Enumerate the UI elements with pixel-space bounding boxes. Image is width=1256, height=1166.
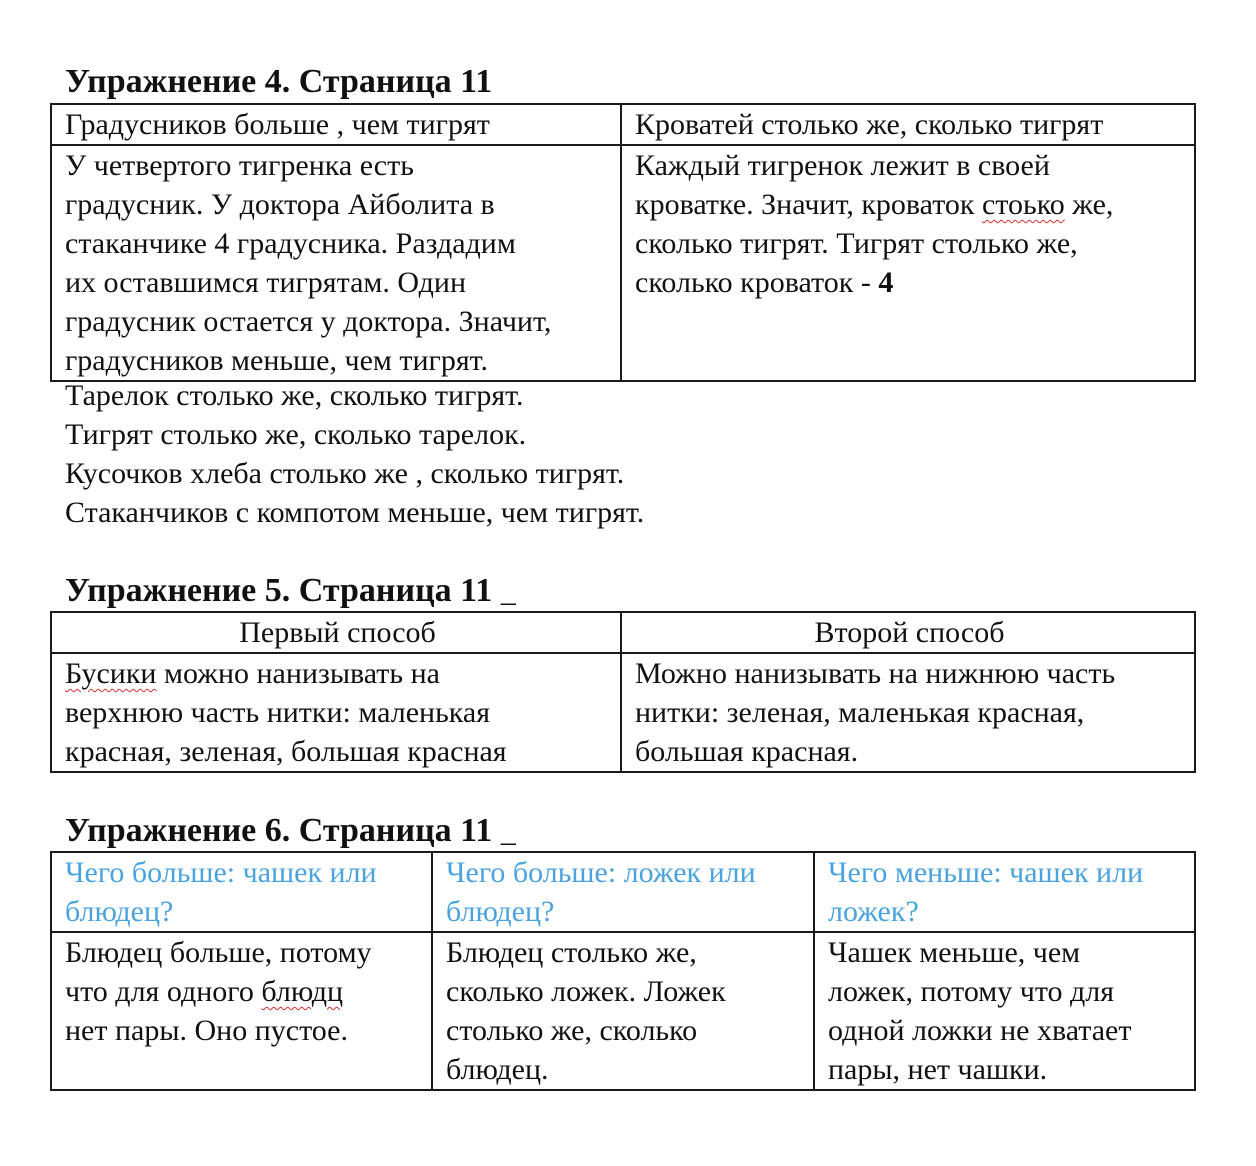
ex6-answer-1 — [51, 932, 432, 1090]
text-line: ложек, потому что для — [828, 975, 1115, 1008]
text-line: верхнюю часть нитки: маленькая — [65, 696, 490, 729]
ex6-question-2 — [432, 852, 814, 932]
exercise-4-heading — [65, 62, 492, 102]
heading-trailing-mark: _ — [500, 815, 516, 848]
text-line: градусник. У доктора Айболита в — [65, 188, 495, 221]
text-line: градусников меньше, чем тигрят. — [65, 344, 488, 377]
table-row — [51, 104, 1195, 145]
ex4-col2-header: Кроватей столько же, сколько тигрят — [621, 104, 1195, 145]
text-line: нитки: зеленая, маленькая красная, — [635, 696, 1085, 729]
text-line: ложек? — [828, 895, 919, 928]
text-fragment: кроватке. Значит, кроваток — [635, 188, 983, 221]
text-line — [635, 263, 1184, 302]
text-line: блюдец? — [65, 895, 174, 928]
ex6-question-3 — [814, 852, 1195, 932]
spellcheck-marked-word[interactable]: Бусики — [65, 657, 157, 690]
text-line: Тарелок столько же, сколько тигрят. — [65, 379, 524, 412]
ex5-col2-body — [621, 653, 1195, 772]
text-line: Чего меньше: чашек или — [828, 856, 1144, 889]
ex6-question-1 — [51, 852, 432, 932]
text-line: Тигрят столько же, сколько тарелок. — [65, 418, 527, 451]
ex5-col2-header: Второй способ — [621, 612, 1195, 653]
text-line: блюдец? — [446, 895, 555, 928]
table-row — [51, 852, 1195, 932]
text-fragment: же, — [1064, 188, 1114, 221]
ex6-answer-3 — [814, 932, 1195, 1090]
exercise-6-heading-text: Упражнение 6. Страница 11 — [65, 812, 493, 849]
heading-trailing-mark: _ — [500, 575, 516, 608]
ex4-col1-body — [51, 145, 621, 381]
text-line: столько же, сколько — [446, 1014, 698, 1047]
text-line: Блюдец больше, потому — [65, 936, 372, 969]
text-line — [65, 654, 610, 693]
text-line: сколько тигрят. Тигрят столько же, — [635, 227, 1078, 260]
text-fragment: сколько кроваток - — [635, 266, 879, 299]
spellcheck-marked-word[interactable]: блюдц — [261, 975, 344, 1008]
exercise-5-table — [50, 611, 1196, 773]
text-line: Стаканчиков с компотом меньше, чем тигрят. — [65, 496, 645, 529]
exercise-6-table — [50, 851, 1196, 1091]
text-line: Можно нанизывать на нижнюю часть — [635, 657, 1116, 690]
text-line: У четвертого тигренка есть — [65, 149, 414, 182]
table-row — [51, 932, 1195, 1090]
table-row — [51, 145, 1195, 381]
text-fragment: можно нанизывать на — [156, 657, 440, 690]
text-line: пары, нет чашки. — [828, 1053, 1048, 1086]
answer-number: 4 — [878, 266, 894, 299]
text-line: стаканчике 4 градусника. Раздадим — [65, 227, 516, 260]
text-line: одной ложки не хватает — [828, 1014, 1132, 1047]
text-line: сколько ложек. Ложек — [446, 975, 726, 1008]
text-line: Чашек меньше, чем — [828, 936, 1081, 969]
exercise-5-heading — [65, 571, 516, 612]
table-row — [51, 653, 1195, 772]
text-line: нет пары. Оно пустое. — [65, 1014, 348, 1047]
ex5-col1-body — [51, 653, 621, 772]
ex4-col2-body — [621, 145, 1195, 381]
text-line: градусник остается у доктора. Значит, — [65, 305, 552, 338]
spellcheck-marked-word[interactable]: стоько — [982, 188, 1065, 221]
text-line: Чего больше: чашек или — [65, 856, 377, 889]
text-line: большая красная. — [635, 735, 859, 768]
exercise-4-table — [50, 103, 1196, 382]
text-line: Чего больше: ложек или — [446, 856, 756, 889]
exercise-4-conclusions — [65, 376, 644, 532]
text-line: красная, зеленая, большая красная — [65, 735, 507, 768]
text-fragment: что для одного — [65, 975, 262, 1008]
table-row — [51, 612, 1195, 653]
text-line: блюдец. — [446, 1053, 549, 1086]
text-line — [635, 185, 1184, 224]
exercise-6-heading — [65, 811, 516, 852]
ex5-col1-header: Первый способ — [51, 612, 621, 653]
text-line: Кусочков хлеба столько же , сколько тигрят. — [65, 457, 625, 490]
ex4-col1-header: Градусников больше , чем тигрят — [51, 104, 621, 145]
ex6-answer-2 — [432, 932, 814, 1090]
exercise-5-heading-text: Упражнение 5. Страница 11 — [65, 572, 493, 609]
text-line: Блюдец столько же, — [446, 936, 697, 969]
text-line: их оставшимся тигрятам. Один — [65, 266, 467, 299]
text-line — [65, 972, 421, 1011]
text-line: Каждый тигренок лежит в своей — [635, 149, 1050, 182]
exercise-4-heading-text: Упражнение 4. Страница 11 — [65, 63, 493, 100]
